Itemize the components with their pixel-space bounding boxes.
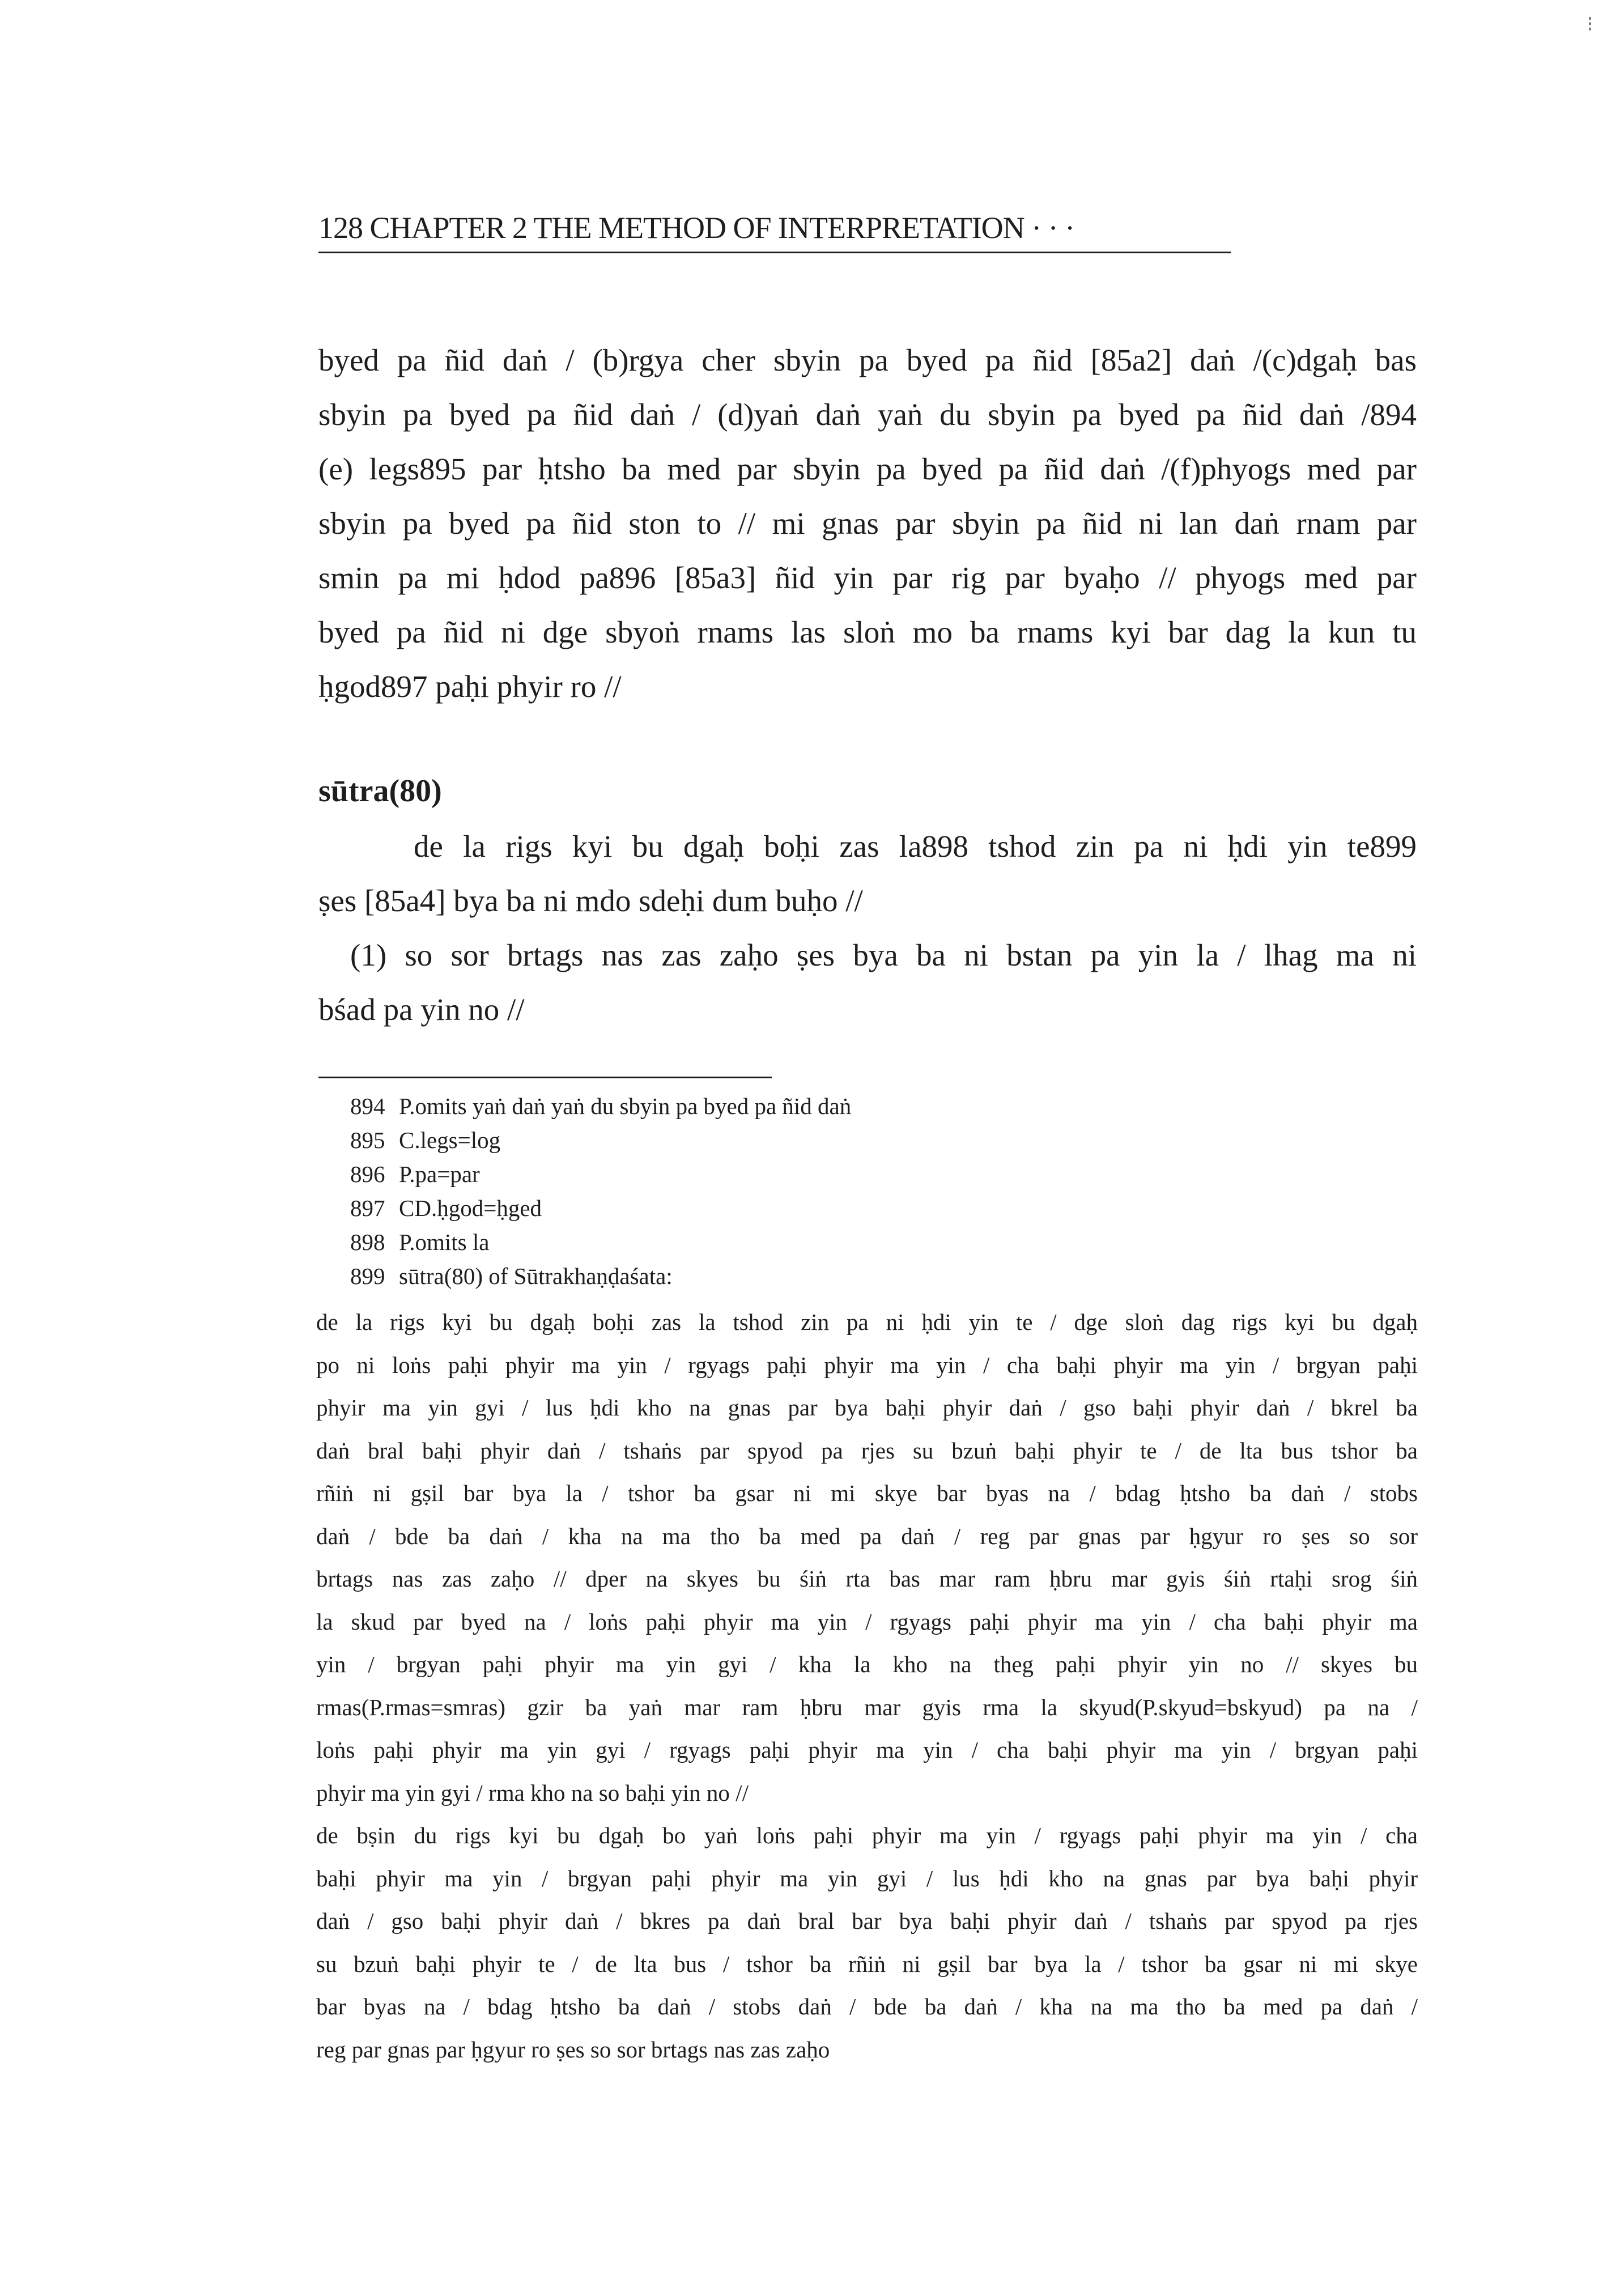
text-line: (1) so sor brtags nas zas zaḥo ṣes bya ba ni bstan pa yin la / lhag ma ni: [350, 938, 1417, 972]
footnote-line: brtags nas zas zaḥo // dper na skyes bu śiṅ rta bas mar ram ḥbru mar gyis śiṅ rtaḥi srog śiṅ: [316, 1566, 1418, 1592]
footnote-line: phyir ma yin gyi / lus ḥdi kho na gnas par bya baḥi phyir daṅ / gso baḥi phyir daṅ / bkrel ba: [316, 1394, 1418, 1421]
footnote-line: de la rigs kyi bu dgaḥ boḥi zas la tshod zin pa ni ḥdi yin te / dge sloṅ dag rigs kyi bu dgaḥ: [316, 1309, 1418, 1335]
footnote-text: P.omits la: [399, 1229, 490, 1255]
running-header: 128 CHAPTER 2 THE METHOD OF INTERPRETATION · · ·: [318, 205, 1231, 253]
footnote-line: daṅ / gso baḥi phyir daṅ / bkres pa daṅ bral bar bya baḥi phyir daṅ / tshaṅs par spyod pa rjes: [316, 1908, 1418, 1934]
text-line: sbyin pa byed pa ñid daṅ / (d)yaṅ daṅ yaṅ du sbyin pa byed pa ñid daṅ /894: [318, 397, 1417, 432]
footnote-text: C.legs=log: [399, 1127, 501, 1153]
footnote-paragraph: [316, 1814, 1418, 2071]
footnote-line: daṅ / bde ba daṅ / kha na ma tho ba med pa daṅ / reg par gnas par ḥgyur ro ṣes so sor: [316, 1523, 1418, 1549]
footnote-number: 895: [350, 1127, 385, 1153]
footnote-line: reg par gnas par ḥgyur ro ṣes so sor brtags nas zas zaḥo: [316, 2036, 830, 2063]
footnote: [350, 1157, 851, 1191]
footnote-line: la skud par byed na / loṅs paḥi phyir ma yin / rgyags paḥi phyir ma yin / cha baḥi phyir ma: [316, 1608, 1418, 1635]
footnote-body: [316, 1301, 1418, 2071]
footnote-number: 894: [350, 1093, 385, 1119]
footnote-line: po ni loṅs paḥi phyir ma yin / rgyags paḥi phyir ma yin / cha baḥi phyir ma yin / brgyan paḥi: [316, 1351, 1418, 1378]
footnote: [350, 1259, 851, 1293]
footnote-line: phyir ma yin gyi / rma kho na so baḥi yin no //: [316, 1779, 749, 1806]
footnote-number: 898: [350, 1229, 385, 1255]
footnote-line: rñiṅ ni gṣil bar bya la / tshor ba gsar ni mi skye bar byas na / bdag ḥtsho ba daṅ / stobs: [316, 1480, 1418, 1506]
footnote: [350, 1089, 851, 1123]
footnote-line: baḥi phyir ma yin / brgyan paḥi phyir ma yin gyi / lus ḥdi kho na gnas par bya baḥi phyir: [316, 1865, 1418, 1891]
text-line: ṣes [85a4] bya ba ni mdo sdeḥi dum buḥo //: [318, 883, 863, 918]
sutra-heading: sūtra(80): [318, 773, 442, 809]
text-line: ḥgod897 paḥi phyir ro //: [318, 669, 622, 704]
footnote-line: su bzuṅ baḥi phyir te / de lta bus / tshor ba rñiṅ ni gṣil bar bya la / tshor ba gsar ni mi skye: [316, 1950, 1418, 1977]
footnote-paragraph: [316, 1301, 1418, 1814]
text-line: byed pa ñid daṅ / (b)rgya cher sbyin pa byed pa ñid [85a2] daṅ /(c)dgaḥ bas: [318, 343, 1417, 377]
footnote: [350, 1225, 851, 1259]
sutra-text: [318, 819, 1417, 1037]
text-line: sbyin pa byed pa ñid ston to // mi gnas par sbyin pa ñid ni lan daṅ rnam par: [318, 506, 1417, 541]
footnote-number: 897: [350, 1195, 385, 1221]
footnote-line: loṅs paḥi phyir ma yin gyi / rgyags paḥi phyir ma yin / cha baḥi phyir ma yin / brgyan paḥi: [316, 1737, 1418, 1763]
footnote-text: CD.ḥgod=ḥged: [399, 1195, 542, 1221]
scan-artifact-icon: ⁝: [1587, 12, 1594, 36]
footnote-text: P.omits yaṅ daṅ yaṅ du sbyin pa byed pa ñid daṅ: [399, 1093, 852, 1119]
footnote-line: bar byas na / bdag ḥtsho ba daṅ / stobs daṅ / bde ba daṅ / kha na ma tho ba med pa daṅ /: [316, 1993, 1418, 2019]
footnote-number: 896: [350, 1161, 385, 1187]
text-line: de la rigs kyi bu dgaḥ boḥi zas la898 tshod zin pa ni ḥdi yin te899: [414, 829, 1417, 864]
main-text: [318, 333, 1417, 714]
footnote-number: 899: [350, 1263, 385, 1289]
footnote-list: [350, 1089, 851, 1293]
footnote: [350, 1191, 851, 1225]
footnote-text: P.pa=par: [399, 1161, 480, 1187]
footnote-separator: [318, 1077, 772, 1078]
text-line: (e) legs895 par ḥtsho ba med par sbyin pa byed pa ñid daṅ /(f)phyogs med par: [318, 452, 1417, 486]
footnote: [350, 1123, 851, 1157]
footnote-line: rmas(P.rmas=smras) gzir ba yaṅ mar ram ḥbru mar gyis rma la skyud(P.skyud=bskyud) pa na /: [316, 1694, 1418, 1720]
text-line: smin pa mi ḥdod pa896 [85a3] ñid yin par rig par byaḥo // phyogs med par: [318, 560, 1417, 595]
text-line: bśad pa yin no //: [318, 992, 525, 1027]
footnote-line: daṅ bral baḥi phyir daṅ / tshaṅs par spyod pa rjes su bzuṅ baḥi phyir te / de lta bus tshor ba: [316, 1437, 1418, 1464]
footnote-line: de bṣin du rigs kyi bu dgaḥ bo yaṅ loṅs paḥi phyir ma yin / rgyags paḥi phyir ma yin / cha: [316, 1822, 1418, 1848]
text-line: byed pa ñid ni dge sbyoṅ rnams las sloṅ mo ba rnams kyi bar dag la kun tu: [318, 615, 1417, 649]
footnote-line: yin / brgyan paḥi phyir ma yin gyi / kha la kho na theg paḥi phyir yin no // skyes bu: [316, 1651, 1418, 1677]
footnote-text: sūtra(80) of Sūtrakhaṇḍaśata:: [399, 1263, 673, 1289]
